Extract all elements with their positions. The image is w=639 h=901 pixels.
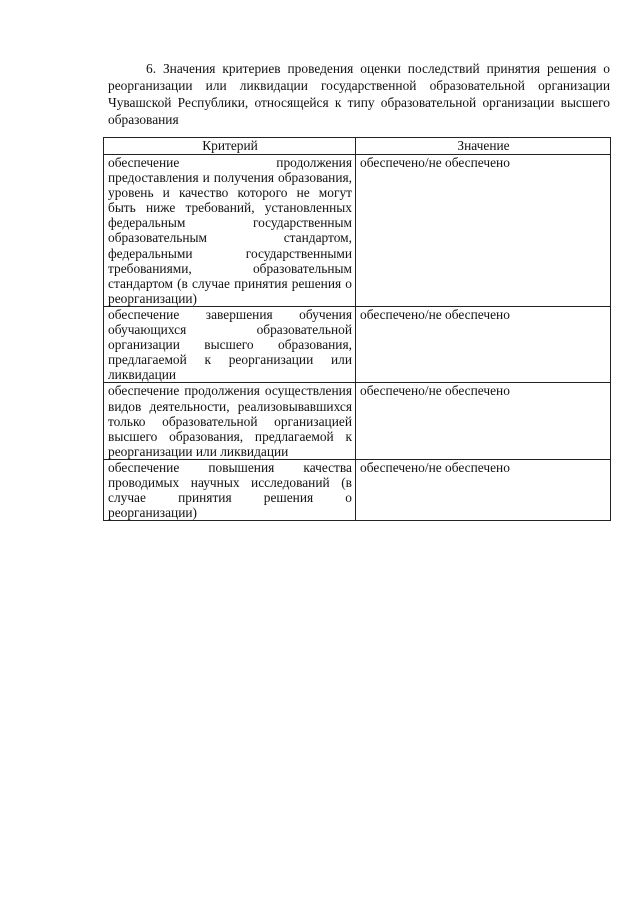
table-row [104, 459, 611, 520]
column-header-criterion: Критерий [104, 138, 356, 155]
table-row [104, 306, 611, 382]
value-cell: обеспечено/не обеспечено [356, 383, 611, 459]
value-cell: обеспечено/не обеспечено [356, 306, 611, 382]
criterion-cell: обеспечение завершения обучения обучающихся образовательной организации высшего образования, предлагаемой к реорганизации или ликвидации [104, 306, 356, 382]
value-cell: обеспечено/не обеспечено [356, 459, 611, 520]
criteria-table [103, 137, 611, 521]
value-cell: обеспечено/не обеспечено [356, 155, 611, 307]
table-row [104, 155, 611, 307]
criterion-cell: обеспечение повышения качества проводимых научных исследований (в случае принятия решения о реорганизации) [104, 459, 356, 520]
criterion-cell: обеспечение продолжения предоставления и получения образования, уровень и качество которого не могут быть ниже требований, установленных федеральным государственным образовательным стандартом, федеральными государственными требованиями, образовательным стандартом (в случае принятия решения о реорганизации) [104, 155, 356, 307]
table-row [104, 383, 611, 459]
column-header-value: Значение [356, 138, 611, 155]
section-heading: 6. Значения критериев проведения оценки последствий принятия решения о реорганизации или ликвидации государственной образовательной организации Чувашской Республики, относящейся к типу образовательной организации высшего образования [108, 61, 610, 127]
criterion-cell: обеспечение продолжения осуществления видов деятельности, реализовывавшихся только образовательной организацией высшего образования, предлагаемой к реорганизации или ликвидации [104, 383, 356, 459]
table-header-row [104, 138, 611, 155]
